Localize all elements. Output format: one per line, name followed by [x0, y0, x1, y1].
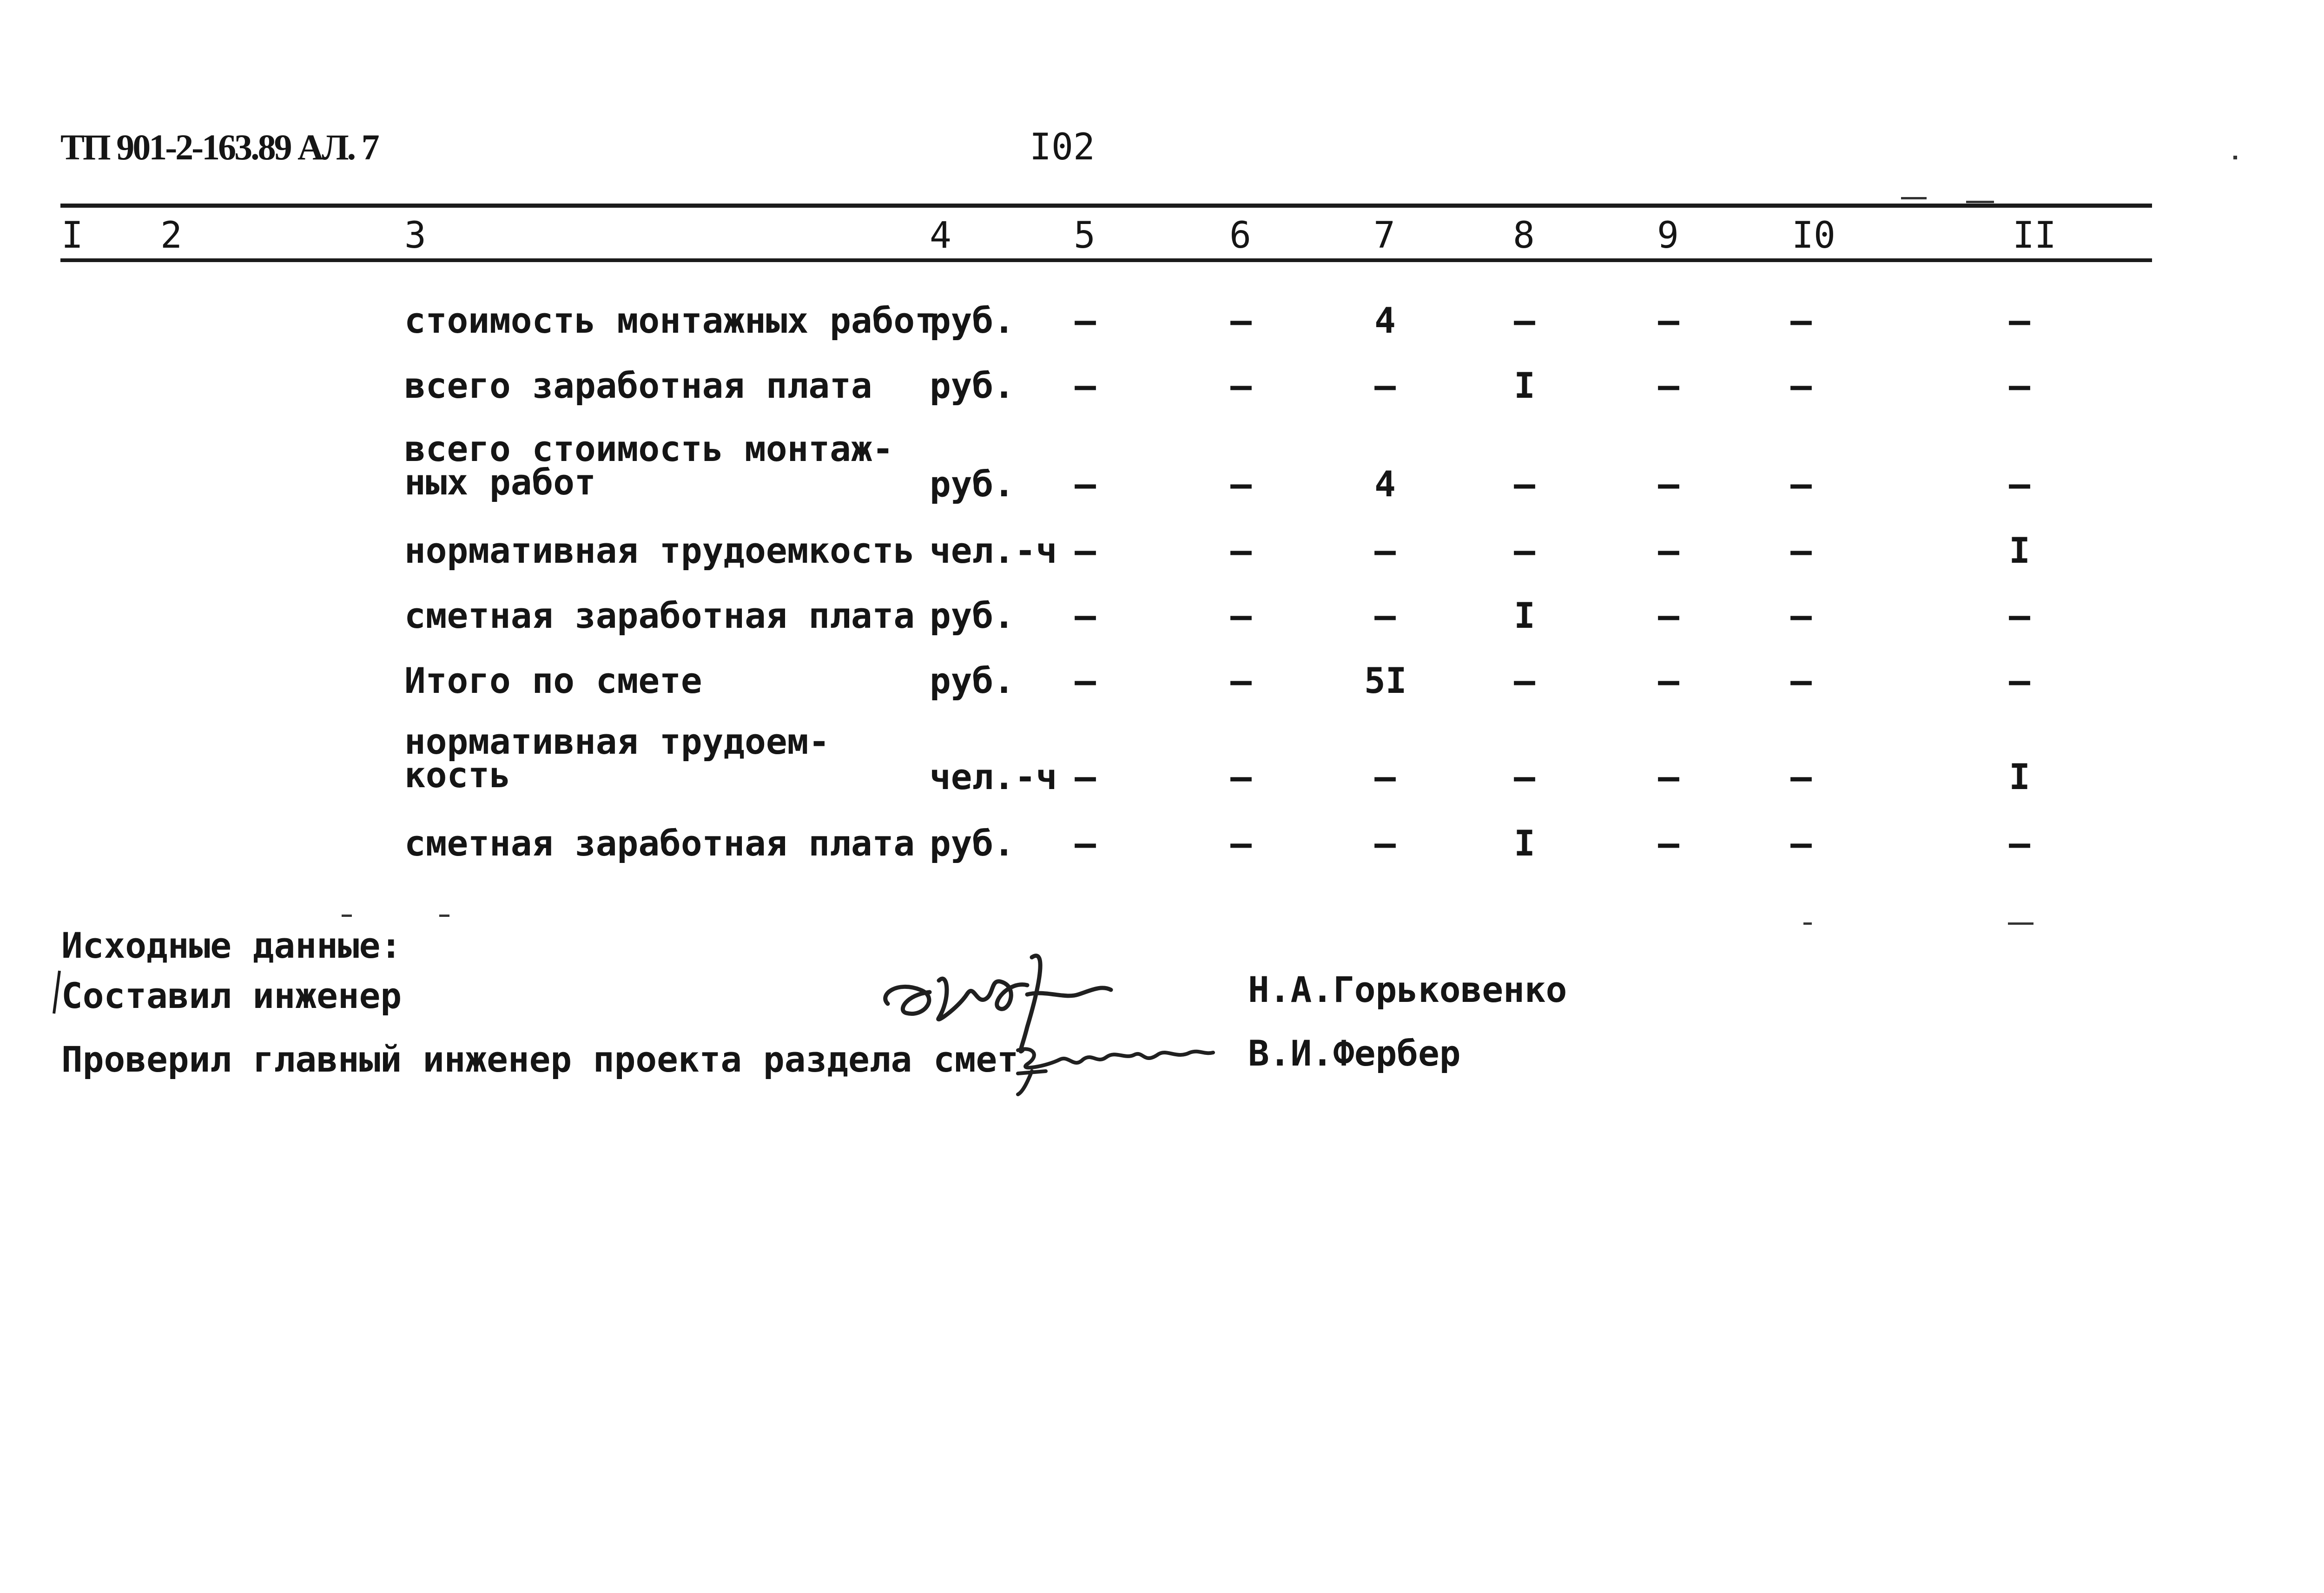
- row-unit: руб.: [930, 595, 1015, 636]
- cell-col11: –: [2009, 365, 2030, 406]
- cell-col10: –: [1790, 365, 1812, 406]
- row-name-line2: кость: [404, 754, 511, 796]
- cell-col5: –: [1075, 660, 1096, 701]
- row-unit: руб.: [930, 365, 1015, 406]
- table-top-rule: [60, 204, 2152, 208]
- cell-col10: –: [1790, 463, 1812, 505]
- cell-col6: –: [1230, 463, 1252, 505]
- column-number-6: 6: [1229, 215, 1251, 257]
- cell-col9: –: [1658, 660, 1679, 701]
- cell-col8: –: [1514, 756, 1535, 797]
- cell-col6: –: [1230, 530, 1252, 571]
- row-name: всего заработная плата: [404, 365, 872, 406]
- row-name-line1: нормативная трудоем-: [404, 721, 830, 762]
- row-name: стоимость монтажных работ: [404, 300, 936, 341]
- column-number-5: 5: [1074, 215, 1096, 257]
- row-unit: руб.: [930, 823, 1015, 864]
- row-unit: чел.-ч: [930, 756, 1057, 797]
- cell-col11: –: [2009, 660, 2030, 701]
- cell-col7: 5I: [1364, 660, 1407, 701]
- cell-col6: –: [1230, 660, 1252, 701]
- margin-mark: [52, 969, 61, 1015]
- cell-col7: 4: [1374, 463, 1396, 505]
- scan-speck: [2233, 156, 2237, 159]
- scan-speck: [2008, 922, 2034, 925]
- cell-col5: –: [1075, 595, 1096, 636]
- checked-name: В.И.Фербер: [1248, 1033, 1461, 1074]
- scan-speck: [1901, 197, 1927, 199]
- cell-col7: –: [1374, 530, 1396, 571]
- cell-col9: –: [1658, 300, 1679, 341]
- cell-col6: –: [1230, 300, 1252, 341]
- cell-col5: –: [1075, 823, 1096, 864]
- cell-col11: –: [2009, 463, 2030, 505]
- cell-col8: I: [1514, 595, 1535, 636]
- checked-label: Проверил главный инженер проекта раздела смет: [61, 1039, 1019, 1080]
- scan-speck: [1966, 201, 1994, 203]
- cell-col11: I: [2009, 530, 2030, 571]
- cell-col10: –: [1790, 660, 1812, 701]
- cell-col9: –: [1658, 365, 1679, 406]
- compiled-label: Составил инженер: [61, 975, 402, 1016]
- row-unit: руб.: [930, 660, 1015, 701]
- table-header-bottom-rule: [60, 258, 2152, 262]
- cell-col11: –: [2009, 823, 2030, 864]
- row-unit: руб.: [930, 300, 1015, 341]
- cell-col6: –: [1230, 756, 1252, 797]
- cell-col11: –: [2009, 595, 2030, 636]
- column-number-11: II: [2013, 215, 2056, 257]
- cell-col7: –: [1374, 595, 1396, 636]
- cell-col5: –: [1075, 300, 1096, 341]
- column-number-10: I0: [1792, 215, 1835, 257]
- cell-col8: –: [1514, 660, 1535, 701]
- checked-signature: [1004, 1027, 1218, 1097]
- cell-col11: –: [2009, 300, 2030, 341]
- column-number-1: I: [61, 215, 83, 257]
- cell-col7: –: [1374, 756, 1396, 797]
- row-name: сметная заработная плата: [404, 595, 915, 636]
- row-name-line2: ных работ: [404, 461, 596, 503]
- cell-col10: –: [1790, 823, 1812, 864]
- cell-col9: –: [1658, 756, 1679, 797]
- cell-col8: –: [1514, 300, 1535, 341]
- cell-col8: –: [1514, 530, 1535, 571]
- cell-col8: I: [1514, 823, 1535, 864]
- cell-col10: –: [1790, 756, 1812, 797]
- cell-col5: –: [1075, 530, 1096, 571]
- column-number-9: 9: [1657, 215, 1679, 257]
- cell-col10: –: [1790, 595, 1812, 636]
- row-unit: чел.-ч: [930, 530, 1057, 571]
- row-name: нормативная трудоемкость: [404, 530, 915, 571]
- cell-col5: –: [1075, 756, 1096, 797]
- document-code: ТП 901-2-163.89 АЛ. 7: [60, 127, 378, 167]
- cell-col6: –: [1230, 595, 1252, 636]
- cell-col6: –: [1230, 823, 1252, 864]
- cell-col7: –: [1374, 365, 1396, 406]
- cell-col11: I: [2009, 756, 2030, 797]
- row-name: сметная заработная плата: [404, 823, 915, 864]
- cell-col5: –: [1075, 365, 1096, 406]
- scan-speck: [1803, 922, 1812, 925]
- compiled-name: Н.А.Горьковенко: [1248, 969, 1567, 1010]
- scan-speck: [439, 915, 449, 917]
- cell-col9: –: [1658, 530, 1679, 571]
- column-number-4: 4: [930, 215, 951, 257]
- column-number-2: 2: [160, 215, 182, 257]
- cell-col9: –: [1658, 823, 1679, 864]
- cell-col8: –: [1514, 463, 1535, 505]
- row-unit: руб.: [930, 463, 1015, 505]
- cell-col10: –: [1790, 530, 1812, 571]
- cell-col6: –: [1230, 365, 1252, 406]
- page-number: I02: [1030, 126, 1095, 168]
- cell-col9: –: [1658, 463, 1679, 505]
- margin-slash-mark: [52, 969, 61, 1015]
- cell-col5: –: [1075, 463, 1096, 505]
- source-data-label: Исходные данные:: [61, 925, 402, 966]
- column-number-3: 3: [404, 215, 426, 257]
- cell-col8: I: [1514, 365, 1535, 406]
- cell-col9: –: [1658, 595, 1679, 636]
- cell-col7: 4: [1374, 300, 1396, 341]
- row-name: Итого по смете: [404, 660, 702, 701]
- scan-speck: [342, 915, 352, 917]
- column-number-7: 7: [1373, 215, 1395, 257]
- row-name-line1: всего стоимость монтаж-: [404, 428, 894, 469]
- column-number-8: 8: [1513, 215, 1535, 257]
- cell-col10: –: [1790, 300, 1812, 341]
- cell-col7: –: [1374, 823, 1396, 864]
